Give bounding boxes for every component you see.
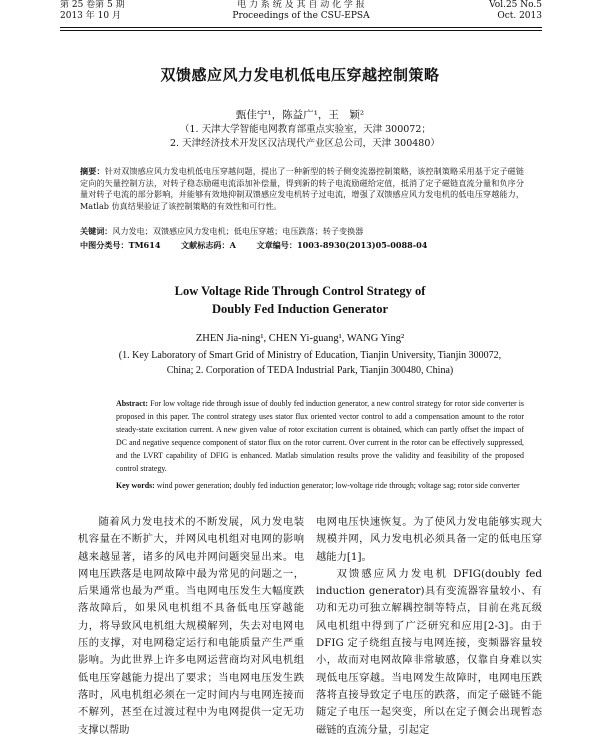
body-right-column bbox=[316, 514, 542, 739]
english-keywords bbox=[116, 480, 524, 493]
chinese-affiliation-2: 2. 天津经济技术开发区汉沽现代产业区总公司，天津 300480） bbox=[170, 138, 440, 149]
body-paragraph: 随着风力发电技术的不断发展，风力发电装机容量在不断扩大，并网风电机组对电网的影响越来越显著，诸多的风电并网问题突显出来。电网电压跌落是电网故障中最为常见的问题之一，后果通常也最为严重。当电网电压发生大幅度跌落故障后，如果风电机组不具备低电压穿越能力，将导致风电机组大规模解列，失去对电网电压的支撑，对电网稳定运行和电能质量产生严重影响。为此世界上许多电网运营商均对风电机组低电压穿越能力提出了要求；当电网电压发生跌落时，风电机组必须在一定时间内与电网连接而不解列，甚至在过渡过程中为电网提供一定无功支撑以帮助 bbox=[78, 516, 304, 736]
document-code: 文献标志码：A bbox=[181, 240, 236, 250]
chinese-keywords-text: 风力发电；双馈感应风力发电机；低电压穿越；电压跌落；转子变换器 bbox=[112, 226, 364, 236]
header-rule bbox=[60, 27, 542, 28]
classification-line bbox=[80, 240, 524, 251]
body-paragraph: 双馈感应风力发电机 DFIG(doubly fed induction generator)具有变流器容量较小、有功和无功可独立解耦控制等特点，目前在兆瓦级风电机组中得到了广泛研究和应用[2-3]。由于 DFIG 定子绕组直接与电网连接，变频器容量较小，故而对电网故障非常敏感，仅靠自身难以实现低电压穿越。当电网发生故障时，电网电压跌落将直接导致定子电压的跌落，而定子磁链不能随定子电压一起突变，所以在定子侧会出现暂态磁链的直流分量，引起定 bbox=[316, 567, 542, 736]
english-abstract-text: For low voltage ride through issue of doubly fed induction generator, a new control strategy for rotor side converter is proposed in this paper. The control strategy uses stator flux oriented vector control to add a compensation amount to the rotor steady-state excitation current. A new given value of rotor excitation current is obtained, which can partly offset the impact of DC and negative sequence component of stator flux on the rotor current. Over current in the rotor can be effectively suppressed, and the LVRT capability of DFIG is enhanced. Matlab simulation results prove the validity and feasibility of the proposed control strategy. bbox=[116, 399, 524, 473]
english-abstract-label: Abstract: bbox=[116, 399, 148, 408]
header-rule-thin bbox=[60, 30, 542, 31]
chinese-keywords bbox=[80, 226, 524, 237]
english-keywords-text: wind power generation; doubly fed induction generator; low-voltage ride through; voltage sag; rotor side converter bbox=[156, 481, 520, 490]
english-authors: ZHEN Jia-ning¹, CHEN Yi-guang¹, WANG Ying² bbox=[195, 333, 405, 344]
body-left-column bbox=[78, 514, 304, 739]
english-keywords-label: Key words: bbox=[116, 481, 155, 490]
article-number: 文章编号：1003-8930(2013)05-0088-04 bbox=[256, 240, 428, 250]
chinese-title: 双馈感应风力发电机低电压穿越控制策略 bbox=[160, 66, 440, 84]
body-paragraph: 电网电压快速恢复。为了使风力发电能够实现大规模并网，风力发电机必须具备一定的低电压穿越能力[1]。 bbox=[316, 516, 542, 563]
english-abstract bbox=[116, 398, 524, 475]
header-journal: 电 力 系 统 及 其 自 动 化 学 报 Proceedings of the CSU-EPSA bbox=[232, 0, 370, 21]
english-title: Low Voltage Ride Through Control Strategy of Doubly Fed Induction Generator bbox=[174, 284, 426, 316]
chinese-abstract-label: 摘要： bbox=[80, 166, 105, 176]
running-header bbox=[60, 0, 542, 26]
header-volume: 第 25 卷第 5 期 2013 年 10 月 bbox=[60, 0, 125, 21]
chinese-affiliation-1: （1. 天津大学智能电网教育部重点实验室，天津 300072； bbox=[180, 124, 431, 135]
chinese-abstract-text: 针对双馈感应风力发电机低电压穿越问题，提出了一种新型的转子侧变流器控制策略，该控制策略采用基于定子磁链定向的矢量控制方法，对转子稳态励磁电流添加补偿量，得到新的转子电流励磁给定值，抵消了定子磁链直流分量和负序分量对转子电流的部分影响，并能够有效地抑制双馈感应发电机转子过电流，增强了双馈感应风力发电机的低电压穿越能力，Matlab 仿真结果验证了该控制策略的有效性和可行性。 bbox=[80, 166, 524, 211]
english-affiliations: (1. Key Laboratory of Smart Grid of Ministry of Education, Tianjin University, Tianjin 300072, China; 2. Corporation of TEDA Industrial Park, Tianjin 300480, China) bbox=[118, 350, 502, 376]
chinese-abstract bbox=[80, 166, 524, 212]
clc-number: 中图分类号：TM614 bbox=[80, 240, 161, 250]
header-issue: Vol.25 No.5 Oct. 2013 bbox=[489, 0, 542, 21]
chinese-authors: 甄佳宁¹，陈益广¹，王 颖² bbox=[235, 109, 365, 121]
chinese-keywords-label: 关键词： bbox=[80, 226, 113, 236]
